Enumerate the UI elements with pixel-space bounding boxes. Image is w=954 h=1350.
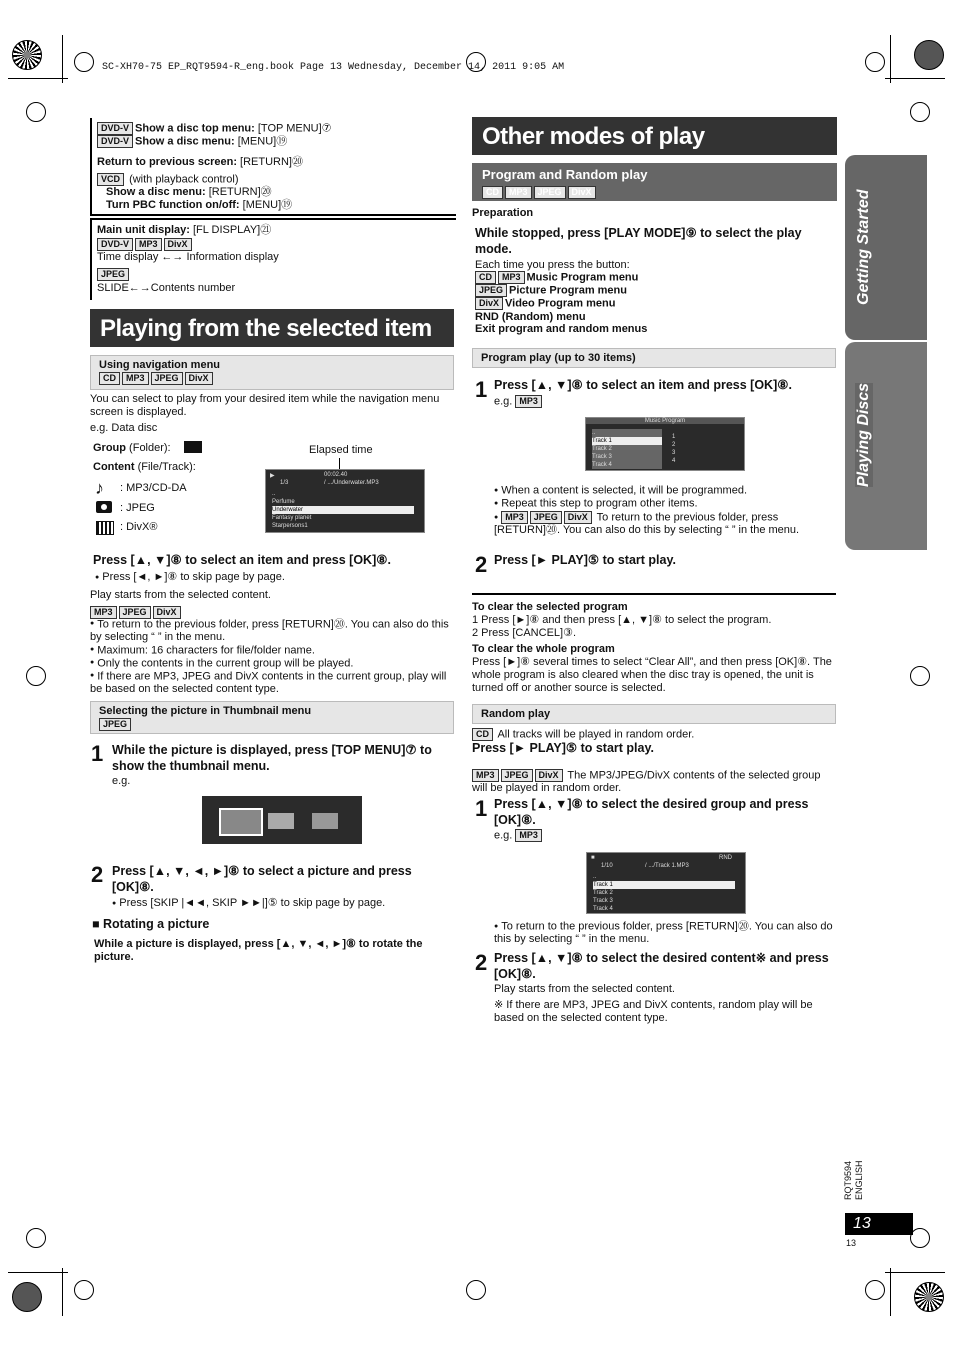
rnd-note: ※ If there are MP3, JPEG and DivX contents, random play will be based on the selected content type. [494,999,813,1024]
left-top-text: DVD-V Show a disc top menu: [TOP MENU]⑦ DVD-V Show a disc menu: [MENU]⑲ Return to previous screen: [RETURN]⑳ VCD (with playback control) Show a disc menu: [RETURN]⑳ Turn PBC function on/off: [MENU]⑲ [97,122,332,212]
list-item: .. [272,491,276,497]
thumb-step-1: While the picture is displayed, press [TOP MENU]⑦ to show the thumbnail menu. [112,743,432,773]
list-item: Track 2 [592,446,612,452]
tag-vcd: VCD [97,173,124,186]
section-title-other: Other modes of play [472,117,837,155]
thumbnail-screen [202,796,362,844]
step-number-1: 1 [475,796,488,821]
rotate-text: While a picture is displayed, press [▲, ▼, ◄, ►]⑧ to rotate the picture. [94,938,423,963]
random-cd-line: CD All tracks will be played in random order. [472,728,694,741]
note-tags: MP3 JPEG DivX [90,606,183,619]
music-note-icon: ♪ [95,478,104,498]
rnd-bullet: ● To return to the previous folder, press [RETURN]⑳. You can also do this by selecting “ ” in the menu. [494,920,836,946]
nav-step: Press [▲, ▼]⑧ to select an item and press [OK]⑧. [93,553,391,567]
list-item: Track 3 [593,898,613,904]
each-time: Each time you press the button: [475,259,630,271]
list-item: Track 3 [592,454,612,460]
elapsed-time-label: Elapsed time [309,444,373,456]
camera-icon [96,501,112,513]
icon-mp3-label: : MP3/CD-DA [120,482,187,494]
icon-jpeg-label: : JPEG [120,502,155,514]
random-text: MP3 JPEG DivX The MP3/JPEG/DivX contents of the selected group will be played in random order. [472,769,821,795]
prep-step: While stopped, press [PLAY MODE]⑨ to select the play mode. [475,226,802,256]
music-program-screen: Music Program .. Track 1 Track 2 Track 3 Track 4 1 2 3 4 [585,417,745,471]
nav-screen: ▶ 00:02.40 1/3 / .../Underwater.MP3 .. Perfume Underwater Fantasy planet Starpersons1 [265,469,425,533]
tab-playing-discs: Playing Discs [845,342,927,550]
program-play-box: Program play (up to 30 items) [472,348,836,368]
list-item: Track 1 [593,881,735,889]
step-number-1: 1 [91,741,104,766]
nav-notes: ● To return to the previous folder, press [RETURN]⑳. You can also do this by selecting “ ” in the menu. ● Maximum: 16 characters for file/folder name. ● Only the contents in the current group will be played. ● If there are MP3, JPEG and DivX contents in the current group, play will be based on the selected content type. [90,618,454,695]
thumbnail-selected [219,808,263,836]
group-label: Group (Folder): [93,442,171,454]
list-item: Track 4 [593,906,613,912]
list-item: Fantasy planet [272,515,312,521]
tag-dvdv: DVD-V [97,122,133,135]
list-item: .. [592,430,596,436]
step-number-2: 2 [475,552,488,577]
folder-icon [184,441,202,453]
page-number-box: 13 [845,1213,913,1235]
thumbnail-box: Selecting the picture in Thumbnail menu JPEG [90,701,454,734]
rnd-eg: e.g. MP3 [494,829,544,842]
clear-selected-title: To clear the selected program [472,601,628,613]
random-screen: ■ RND 1/10 / .../Track 1.MP3 .. Track 1 Track 2 Track 3 Track 4 [586,852,746,914]
step-number-1: 1 [475,377,488,402]
pp-eg: e.g. MP3 [494,395,544,408]
pp-bullets: ● When a content is selected, it will be programmed. ● Repeat this step to program other items. ● MP3 JPEG DivX To return to the previous folder, press [RETURN]⑳. You can also do this by selecting “ ” in the menu. [494,484,836,537]
mode-list: CD MP3 Music Program menu JPEG Picture Program menu DivX Video Program menu RND (Random) menu Exit program and random menus [475,271,648,336]
footer-code: RQT9594 ENGLISH [843,1160,864,1200]
section-title-playing: Playing from the selected item [90,309,454,347]
nav-step-bullet: ● Press [◄, ►]⑧ to skip page by page. [95,570,285,583]
nav-intro: You can select to play from your desired item while the navigation menu screen is displayed. [90,393,440,418]
rnd-step-2: Press [▲, ▼]⑧ to select the desired content※ and press [OK]⑧. [494,951,829,981]
list-item: Track 4 [592,462,612,468]
list-item: .. [593,874,597,880]
thumb-step-2: Press [▲, ▼, ◄, ►]⑧ to select a picture and press [OK]⑧. [112,864,412,894]
list-item: Starpersons1 [272,523,308,529]
program-random-box: Program and Random play CD MP3 JPEG DivX [472,163,837,201]
thumb-step-2-bullet: ● Press [SKIP |◄◄, SKIP ►►|]⑤ to skip page by page. [112,896,385,909]
preparation-label: Preparation [472,207,534,219]
random-play-box: Random play [472,704,836,724]
pp-step-2: Press [► PLAY]⑤ to start play. [494,553,676,567]
list-item: Track 1 [592,437,662,445]
random-cd-step: Press [► PLAY]⑤ to start play. [472,741,654,755]
step-number-2: 2 [91,862,104,887]
pp-step-1: Press [▲, ▼]⑧ to select an item and press [OK]⑧. [494,378,792,392]
clear-all-title: To clear the whole program [472,643,615,655]
rotate-title: ■ Rotating a picture [92,917,210,931]
rnd-play-starts: Play starts from the selected content. [494,983,675,995]
page-number-small: 13 [846,1238,857,1248]
icon-divx-label: : DivX® [120,521,158,533]
clear-selected-steps: 1 Press [►]⑧ and then press [▲, ▼]⑧ to select the program. 2 Press [CANCEL]③. [472,614,772,639]
tab-getting-started: Getting Started [845,155,927,340]
film-icon [96,521,114,535]
thumbnail-item [268,813,294,829]
tag-dvdv: DVD-V [97,135,133,148]
list-item: Track 2 [593,890,613,896]
thumb-eg: e.g. [112,775,131,787]
rnd-step-1: Press [▲, ▼]⑧ to select the desired group and press [OK]⑧. [494,797,809,827]
list-item: Perfume [272,499,295,505]
nav-eg: e.g. Data disc [90,422,158,434]
left-top-text-2: Main unit display: [FL DISPLAY]㉑ DVD-V MP3 DivX Time display ←→ Information display JPEG SLIDE←→Contents number [97,224,279,294]
clear-all-text: Press [►]⑧ several times to select “Clear All”, and then press [OK]⑧. The whole program is also cleared when the disc tray is opened, the unit is turned off or another source is selected. [472,656,832,694]
list-item: Underwater [272,506,414,514]
content-label: Content (File/Track): [93,461,196,473]
divider [472,593,836,595]
print-header: SC-XH70-75 EP_RQT9594-R_eng.book Page 13 Wednesday, December 14, 2011 9:05 AM [102,62,565,73]
thumbnail-item [312,813,338,829]
play-starts: Play starts from the selected content. [90,589,271,601]
step-number-2: 2 [475,950,488,975]
nav-menu-box: Using navigation menu CD MP3 JPEG DivX [90,355,454,390]
